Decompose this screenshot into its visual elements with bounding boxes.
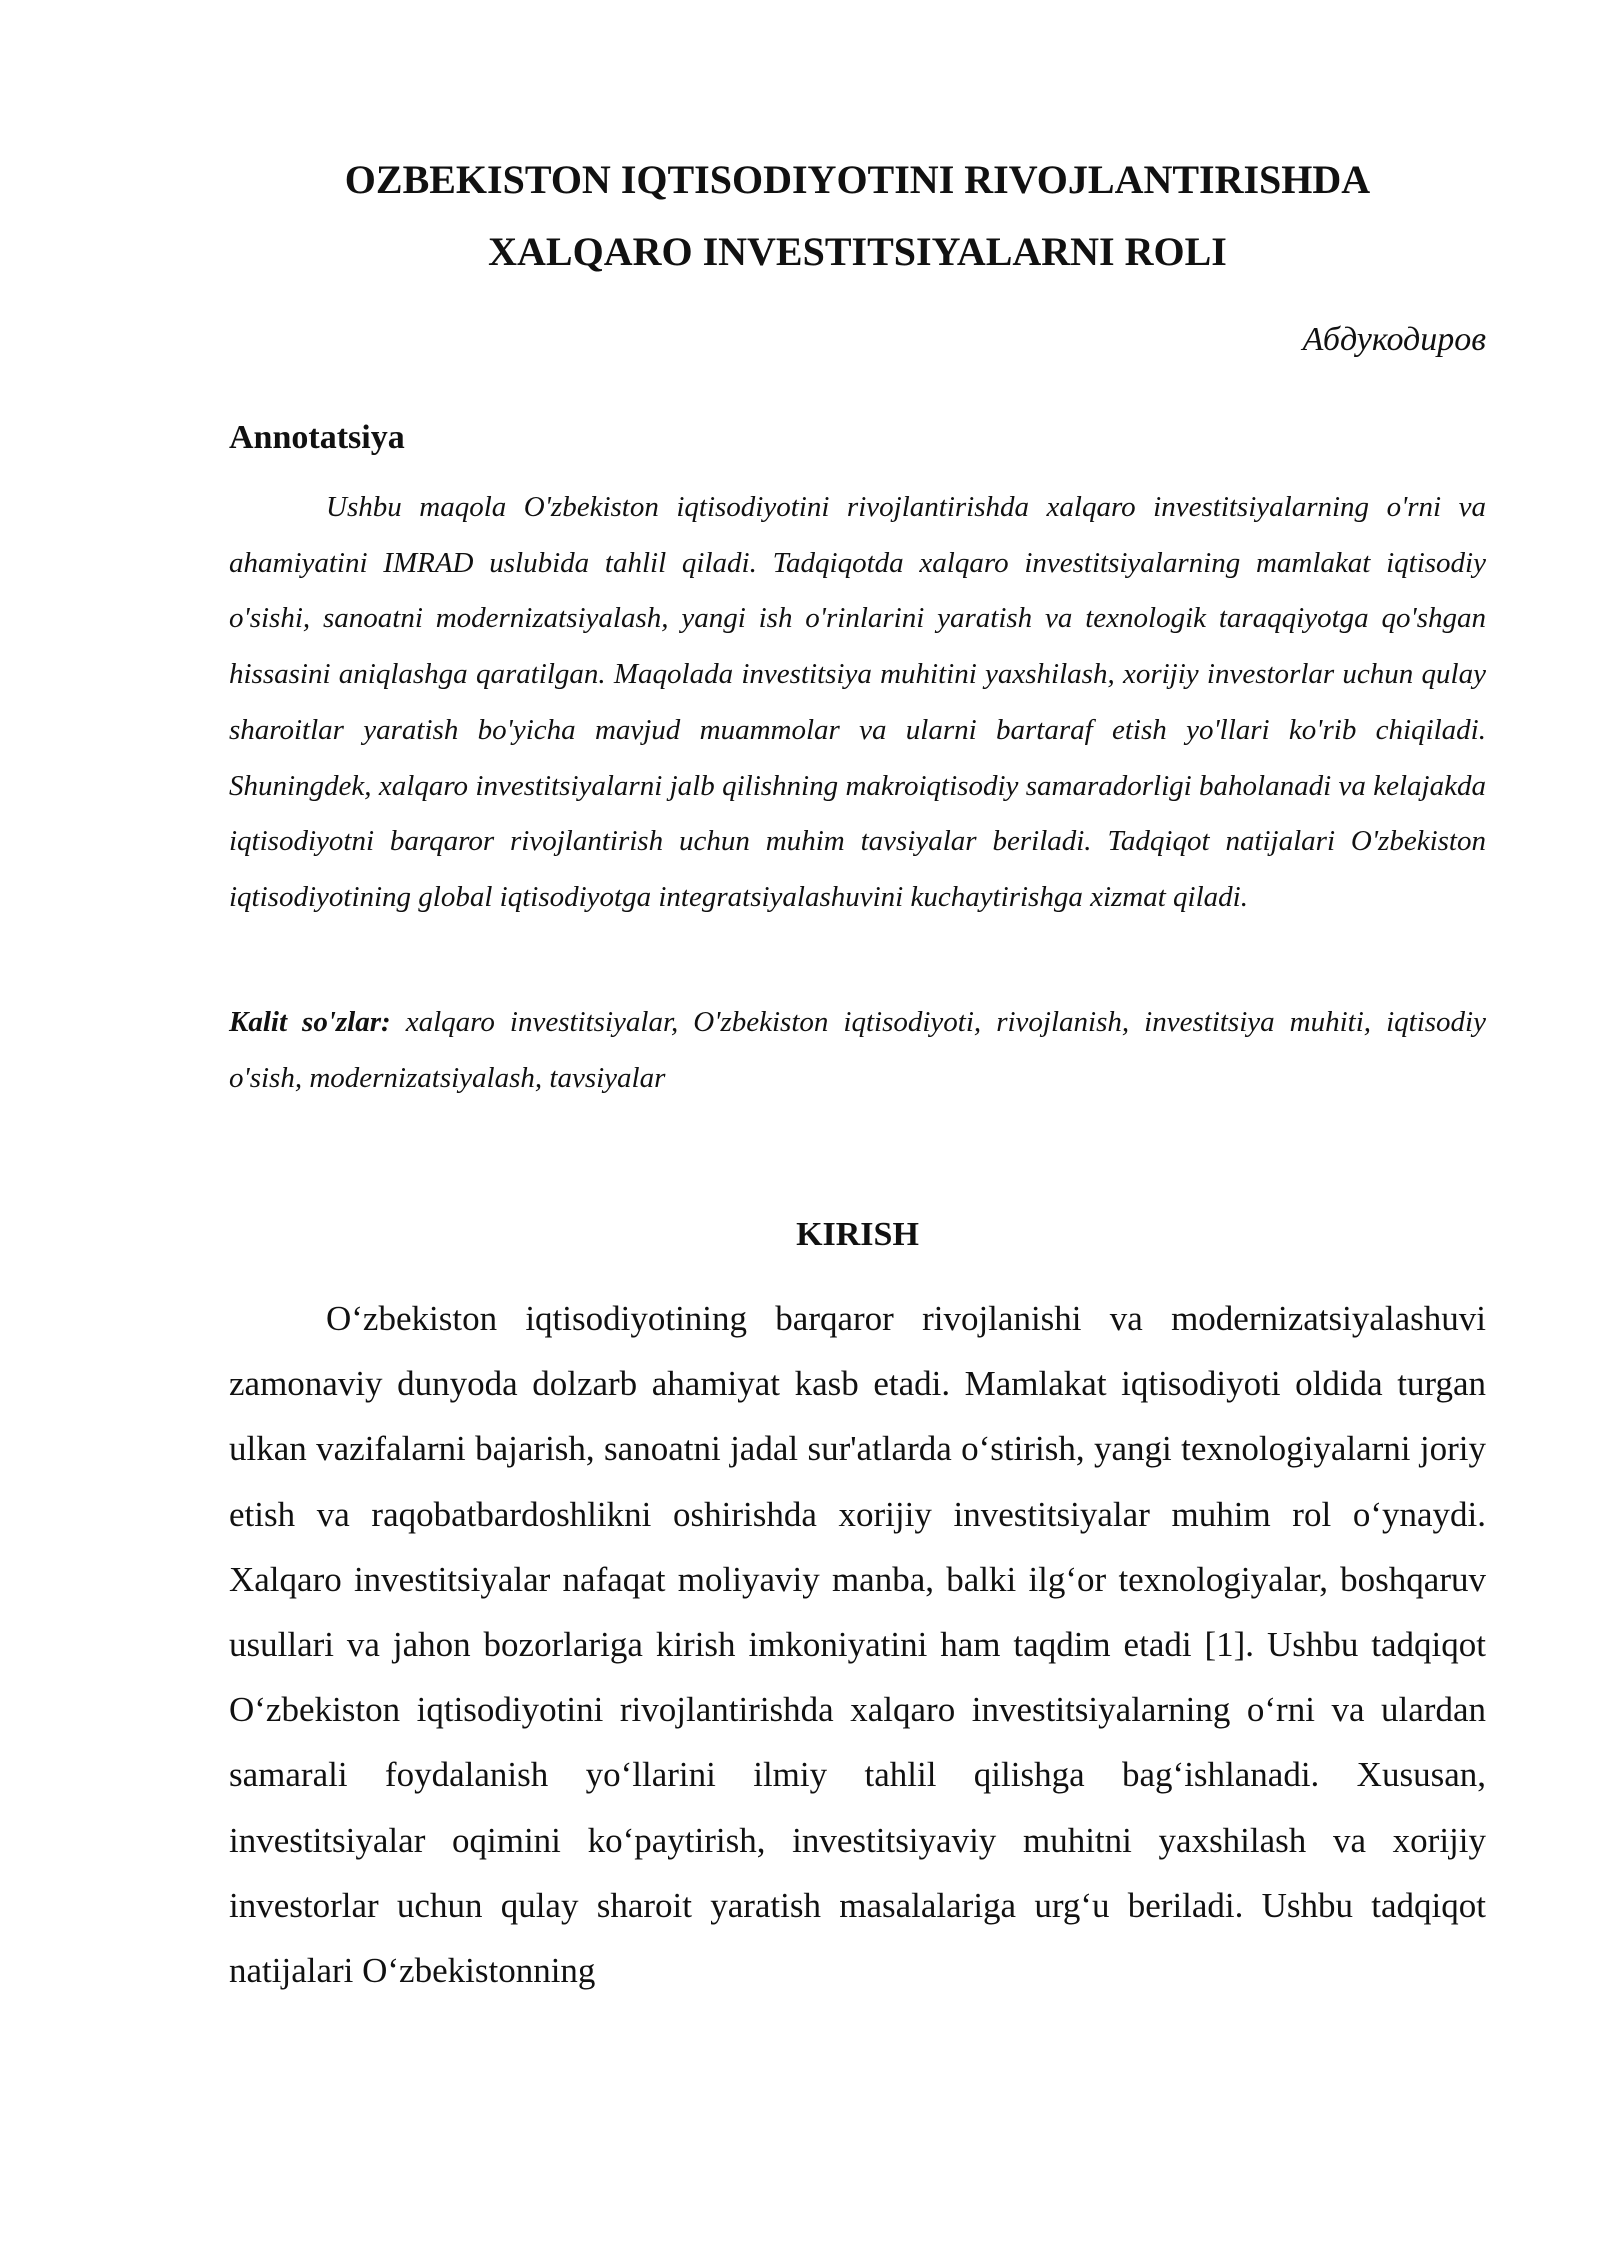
author-name: Абдукодиров: [1302, 321, 1486, 358]
paper-title-line-1: OZBEKISTON IQTISODIYOTINI RIVOJLANTIRISHDA: [344, 157, 1371, 202]
keywords-label: Kalit so'zlar:: [229, 1006, 391, 1038]
paper-title-line-2: XALQARO INVESTITSIYALARNI ROLI: [488, 229, 1227, 274]
paper-title: [229, 144, 1486, 288]
annotation-text: Ushbu maqola O'zbekiston iqtisodiyotini rivojlantirishda xalqaro investitsiyalarning o'rni va ahamiyatini IMRAD uslubida tahlil qiladi. Tadqiqotda xalqaro investitsiyalarning mamlakat iqtisodiy o'sishi, sanoatni modernizatsiyalash, yangi ish o'rinlarini yaratish va texnologik taraqqiyotga qo'shgan hissasini aniqlashga qaratilgan. Maqolada investitsiya muhitini yaxshilash, xorijiy investorlar uchun qulay sharoitlar yaratish bo'yicha mavjud muammolar va ularni bartaraf etish yo'llari ko'rib chiqiladi. Shuningdek, xalqaro investitsiyalarni jalb qilishning makroiqtisodiy samaradorligi baholanadi va kelajakda iqtisodiyotni barqaror rivojlantirish uchun muhim tavsiyalar beriladi. Tadqiqot natijalari O'zbekiston iqtisodiyotining global iqtisodiyotga integratsiyalashuvini kuchaytirishga xizmat qiladi.: [229, 491, 1486, 913]
introduction-text: O‘zbekiston iqtisodiyotining barqaror rivojlanishi va modernizatsiyalashuvi zamonaviy dunyoda dolzarb ahamiyat kasb etadi. Mamlakat iqtisodiyoti oldida turgan ulkan vazifalarni bajarish, sanoatni jadal sur'atlarda o‘stirish, yangi texnologiyalarni joriy etish va raqobatbardoshlikni oshirishda xorijiy investitsiyalar muhim rol o‘ynaydi. Xalqaro investitsiyalar nafaqat moliyaviy manba, balki ilg‘or texnologiyalar, boshqaruv usullari va jahon bozorlariga kirish imkoniyatini ham taqdim etadi [1]. Ushbu tadqiqot O‘zbekiston iqtisodiyotini rivojlantirishda xalqaro investitsiyalarning o‘rni va ulardan samarali foydalanish yo‘llarini ilmiy tahlil qilishga bag‘ishlanadi. Xususan, investitsiyalar oqimini ko‘paytirish, investitsiyaviy muhitni yaxshilash va xorijiy investorlar uchun qulay sharoit yaratish masalalariga urg‘u beriladi. Ushbu tadqiqot natijalari O‘zbekistonning: [229, 1299, 1486, 1991]
keywords-list: xalqaro investitsiyalar, O'zbekiston iqtisodiyoti, rivojlanish, investitsiya muhiti, iqtisodiy o'sish, modernizatsiyalash, tavsiyalar: [229, 1006, 1486, 1094]
annotation-heading: Annotatsiya: [229, 419, 405, 456]
introduction-heading: KIRISH: [796, 1216, 919, 1253]
keywords-paragraph: [229, 994, 1486, 1106]
